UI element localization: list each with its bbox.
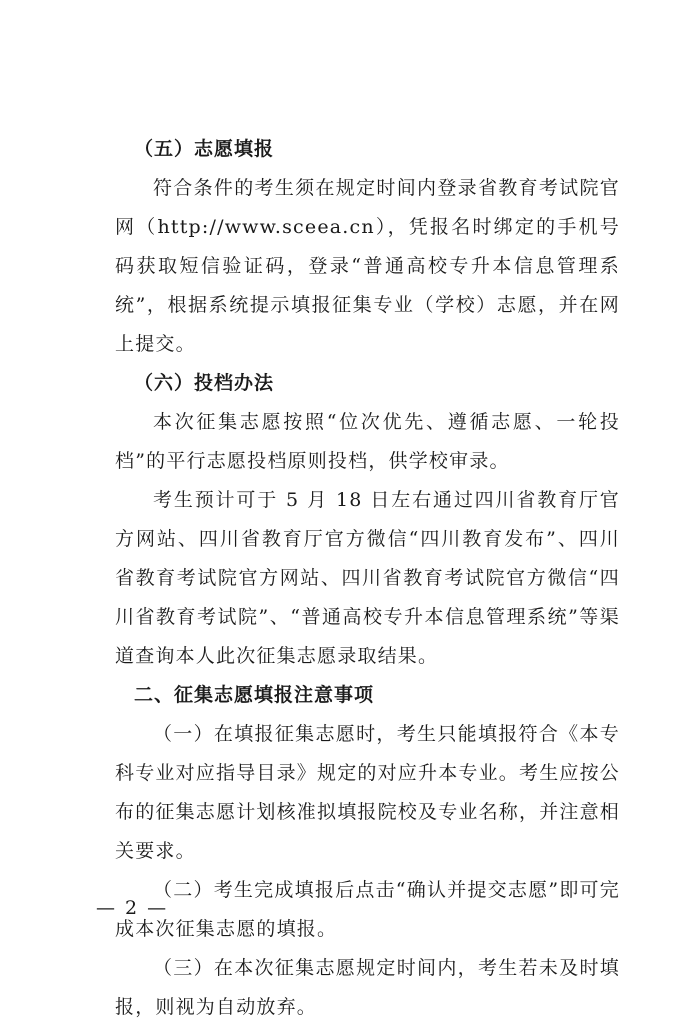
notice-item-1: （一）在填报征集志愿时，考生只能填报符合《本专科专业对应指导目录》规定的对应升本专业。考生应按公布的征集志愿计划核准拟填报院校及专业名称，并注意相关要求。 [115,723,621,862]
section-heading-6: （六）投档办法 [134,372,275,394]
document-body [115,130,620,1027]
page-number: — 2 — [96,897,169,919]
part-two-heading: 二、征集志愿填报注意事项 [134,684,375,706]
notice-item-2: （二）考生完成填报后点击“确认并提交志愿”即可完成本次征集志愿的填报。 [115,879,620,940]
section-heading-5: （五）志愿填报 [134,138,275,160]
paragraph-result-query: 考生预计可于 5 月 18 日左右通过四川省教育厅官方网站、四川省教育厅官方微信“四川教育发布”、四川省教育考试院官方网站、四川省教育考试院官方微信“四川省教育考试院”、“普通高校专升本信息管理系统”等渠道查询本人此次征集志愿录取结果。 [115,489,620,667]
paragraph-admission-method: 本次征集志愿按照“位次优先、遵循志愿、一轮投档”的平行志愿投档原则投档，供学校审录。 [115,411,620,472]
notice-item-3: （三）在本次征集志愿规定时间内，考生若未及时填报，则视为自动放弃。 [115,957,620,1018]
paragraph-volunteer-filling: 符合条件的考生须在规定时间内登录省教育考试院官网（http://www.sceea.cn），凭报名时绑定的手机号码获取短信验证码，登录“普通高校专升本信息管理系统”，根据系统提示填报征集专业（学校）志愿，并在网上提交。 [115,177,620,355]
